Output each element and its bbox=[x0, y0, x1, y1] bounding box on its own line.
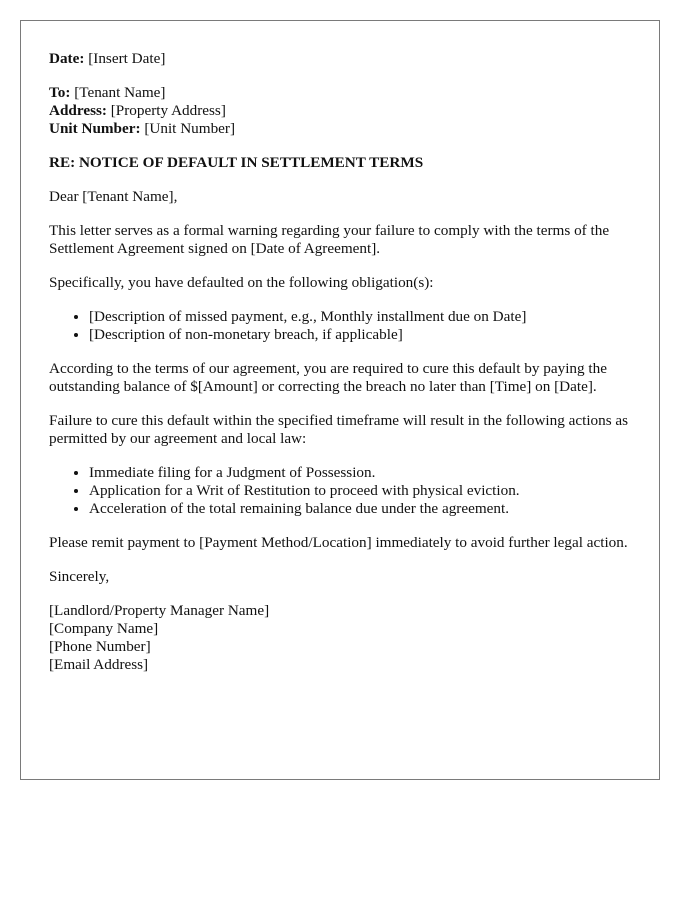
paragraph-obligations-intro: Specifically, you have defaulted on the following obligation(s): bbox=[49, 274, 434, 291]
unit-label: Unit Number: bbox=[49, 120, 141, 137]
unit-line bbox=[49, 120, 631, 138]
date-line bbox=[49, 50, 631, 68]
signature-name: [Landlord/Property Manager Name] bbox=[49, 602, 270, 619]
paragraph-intro: This letter serves as a formal warning regarding your failure to comply with the terms of the Settlement Agreement signed on [Date of Agreement]. bbox=[49, 222, 610, 257]
list-item: • [Description of missed payment, e.g., Monthly installment due on Date] bbox=[89, 308, 631, 326]
to-label: To: bbox=[49, 84, 71, 101]
unit-value: [Unit Number] bbox=[144, 120, 236, 137]
signature-phone: [Phone Number] bbox=[49, 638, 151, 655]
subject-line: RE: NOTICE OF DEFAULT IN SETTLEMENT TERMS bbox=[49, 154, 424, 171]
signature-email: [Email Address] bbox=[49, 656, 149, 673]
to-line bbox=[49, 84, 631, 102]
date-label: Date: bbox=[49, 50, 85, 67]
address-line bbox=[49, 102, 631, 120]
signature-company: [Company Name] bbox=[49, 620, 159, 637]
to-value: [Tenant Name] bbox=[74, 84, 166, 101]
list-item: • Acceleration of the total remaining balance due under the agreement. bbox=[89, 500, 631, 518]
date-value: [Insert Date] bbox=[88, 50, 166, 67]
salutation: Dear [Tenant Name], bbox=[49, 188, 178, 205]
paragraph-cure-terms: According to the terms of our agreement, you are required to cure this default by paying the outstanding balance of $[Amount] or correcting the breach no later than [Time] on [Date]. bbox=[49, 360, 607, 395]
closing: Sincerely, bbox=[49, 568, 110, 585]
obligations-list bbox=[49, 308, 631, 344]
list-item: • Application for a Writ of Restitution to proceed with physical eviction. bbox=[89, 482, 631, 500]
paragraph-remit: Please remit payment to [Payment Method/Location] immediately to avoid further legal action. bbox=[49, 534, 628, 551]
signature-block bbox=[49, 602, 631, 674]
address-label: Address: bbox=[49, 102, 107, 119]
actions-list bbox=[49, 464, 631, 518]
list-item: • [Description of non-monetary breach, if applicable] bbox=[89, 326, 631, 344]
address-value: [Property Address] bbox=[110, 102, 226, 119]
recipient-block bbox=[49, 84, 631, 138]
letter-page bbox=[20, 20, 660, 780]
paragraph-consequences-intro: Failure to cure this default within the specified timeframe will result in the following actions as permitted by our agreement and local law: bbox=[49, 412, 629, 447]
list-item: • Immediate filing for a Judgment of Possession. bbox=[89, 464, 631, 482]
